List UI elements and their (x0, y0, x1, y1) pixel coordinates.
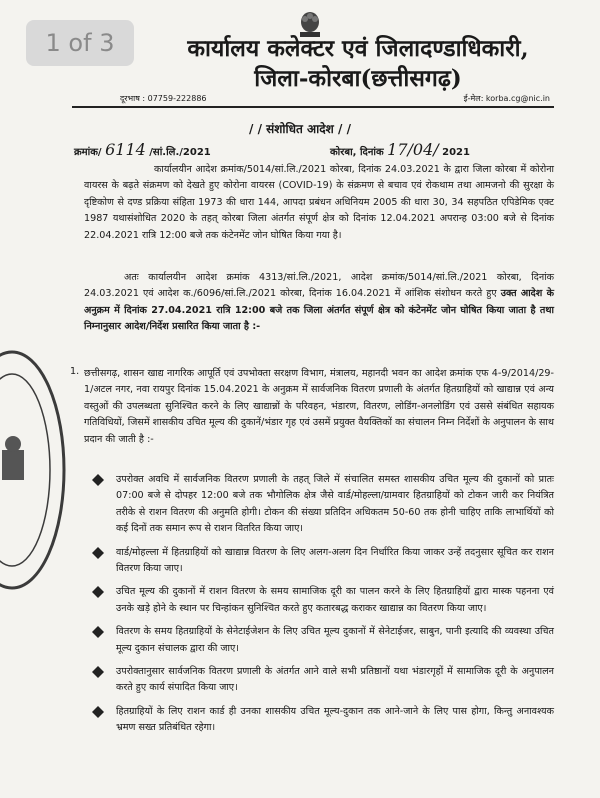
office-title-line2: जिला-कोरबा(छत्तीसगढ़) (254, 65, 462, 92)
order-number-prefix: क्रमांक/ (74, 147, 102, 158)
paragraph-2-bold: उक्त आदेश के अनुक्रम में दिनांक 27.04.2021 रात्रि 12:00 बजे तक जिला अंतर्गत संपूर्ण क्षेत्र को कंटेनमेंट जोन घोषित किया जाता है तथा निम्नानुसार आदेश/निर्देश प्रसारित किया जाता है :- (84, 288, 554, 333)
list-item-text: हितग्राहियों के लिए राशन कार्ड ही उनका शासकीय उचित मूल्य-दुकान तक आने-जाने के लिए पास होगा, किन्तु अनावश्यक भ्रमण सख्त प्रतिबंधित रहेगा। (116, 705, 554, 734)
diamond-bullet-icon (92, 474, 104, 486)
list-item (92, 472, 554, 538)
office-title-line1: कार्यालय कलेक्टर एवं जिलादण्डाधिकारी, (187, 35, 529, 62)
diamond-bullet-icon (92, 586, 104, 598)
order-date-suffix: 2021 (442, 147, 470, 158)
list-item (92, 704, 554, 737)
diamond-bullet-icon (92, 706, 104, 718)
order-number-handwritten: 6114 (105, 140, 146, 159)
list-item (92, 624, 554, 657)
order-date-handwritten: 17/04/ (387, 140, 439, 159)
office-seal-stamp (0, 340, 68, 600)
diamond-bullet-icon (92, 666, 104, 678)
bullet-list (92, 472, 554, 744)
item-1: छत्तीसगढ़, शासन खाद्य नागरिक आपूर्ति एवं उपभोक्ता सरक्षण विभाग, मंत्रालय, महानदी भवन का आदेश क्रमांक एफ 4-9/2014/29-1/अटल नगर, नवा रायपुर दिनांक 15.04.2021 के अनुक्रम में सार्वजनिक वितरण प्रणाली के अंतर्गत हितग्राहियों को खाद्यान्न एवं अन्य वस्तुओं की उपलब्धता सुनिश्चित करने के लिए खाद्यान्नों के परिवहन, भंडारण, वितरण, लोडिंग-अनलोडिंग एवं उससे संबंधित सहायक गतिविधियों, जिसमें शासकीय उचित मूल्य की दुकानें/भंडार गृह एवं उसमें प्रयुक्त वैयक्तिकों का संचालन निम्न निर्देशों के अनुपालन के साथ प्रदान की जाती है :- (84, 368, 554, 445)
paragraph-2 (84, 270, 554, 336)
order-heading: / / संशोधित आदेश / / (249, 122, 351, 136)
page-counter: 1 of 3 (26, 20, 134, 66)
order-number (74, 140, 211, 159)
list-item-text: उपरोक्तानुसार सार्वजनिक वितरण प्रणाली के अंतर्गत आने वाले सभी प्रतिष्ठानों यथा भंडारगृहों में सामाजिक दूरी के अनुपालन करते हुए कार्य संपादित किया जाए। (116, 666, 554, 694)
paragraph-2-text: अतः कार्यालयीन आदेश क्रमांक 4313/सां.लि./2021, आदेश क्रमांक/5014/सां.लि./2021 कोरबा, दिनांक 24.03.2021 एवं आदेश क./6096/सां.लि./2021 कोरबा, दिनांक 16.04.2021 में आंशिक संशोधन करते हुए (84, 272, 554, 300)
item-number: 1. (70, 366, 80, 377)
paragraph-1: कार्यालयीन आदेश क्रमांक/5014/सां.लि./2021 कोरबा, दिनांक 24.03.2021 के द्वारा जिला कोरबा में कोरोना वायरस के बढ़ते संक्रमण को देखते हुए कोरोना वायरस (COVID-19) के संक्रमण से बचाव एवं रोकथाम तथा आमजनो की सुरक्षा के दृष्टिकोण से दण्ड प्रक्रिया संहिता 1973 की धारा 144, आपदा प्रबंधन अधिनियम 2005 की धारा 30, 34 सहपठित एपिडेमिक एक्ट 1987 यथासंशोधित 2020 के तहत् कोरबा जिला अंतर्गत संपूर्ण क्षेत्र को दिनांक 12.04.2021 अपरान्ह 03:00 बजे से दिनांक 22.04.2021 रात्रि 12:00 बजे तक कंटेनमेंट जोन घोषित किया गया है। (84, 164, 554, 241)
order-number-suffix: /सां.लि./2021 (149, 147, 211, 158)
office-title (138, 34, 578, 94)
order-date (330, 140, 470, 159)
order-date-prefix: कोरबा, दिनांक (330, 147, 384, 158)
list-item-text: वितरण के समय हितग्राहियों के सेनेटाईजेशन के लिए उचित मूल्य दुकानों में सेनेटाईजर, साबुन, पानी इत्यादि की व्यवस्था उचित मूल्य दुकान संचालक द्वारा की जाए। (116, 626, 554, 654)
header-divider (72, 106, 554, 108)
diamond-bullet-icon (92, 626, 104, 638)
email-address: ई-मेल: korba.cg@nic.in (463, 94, 550, 103)
list-item (92, 584, 554, 617)
list-item-text: उचित मूल्य की दुकानों में राशन वितरण के समय सामाजिक दूरी का पालन करने के लिए हितग्राहियों द्वारा मास्क पहनना एवं उनके खड़े होने के स्थान पर चिन्हांकन सुनिश्चित करते हुए कतारबद्ध कराकर खाद्यान्न का वितरण किया जाए। (116, 586, 554, 614)
list-item (92, 664, 554, 697)
list-item-text: वार्ड/मोहल्ला में हितग्राहियों को खाद्यान्न वितरण के लिए अलग-अलग दिन निर्धारित किया जाकर उन्हें तदनुसार सूचित कर राशन वितरण किया जाए। (116, 546, 554, 575)
list-item (92, 545, 554, 578)
list-item-text: उपरोक्त अवधि में सार्वजनिक वितरण प्रणाली के तहत् जिले में संचालित समस्त शासकीय उचित मूल्य की दुकानों को प्रातः 07:00 बजे से दोपहर 12:00 बजे तक भौगोलिक क्षेत्र जैसे वार्ड/मोहल्ला/ग्रामवार हितग्राहियों को टोकन जारी कर नियंत्रित तरीके से राशन वितरण की अनुमति होगी। टोकन की संख्या प्रतिदिन अधिकतम 50-60 तक होनी चाहिए ताकि लाभार्थियों को कई दिनों तक समान रूप से राशन वितरित किया जाए। (116, 474, 554, 535)
diamond-bullet-icon (92, 547, 104, 559)
phone-number: दूरभाष : 07759-222886 (120, 94, 207, 103)
